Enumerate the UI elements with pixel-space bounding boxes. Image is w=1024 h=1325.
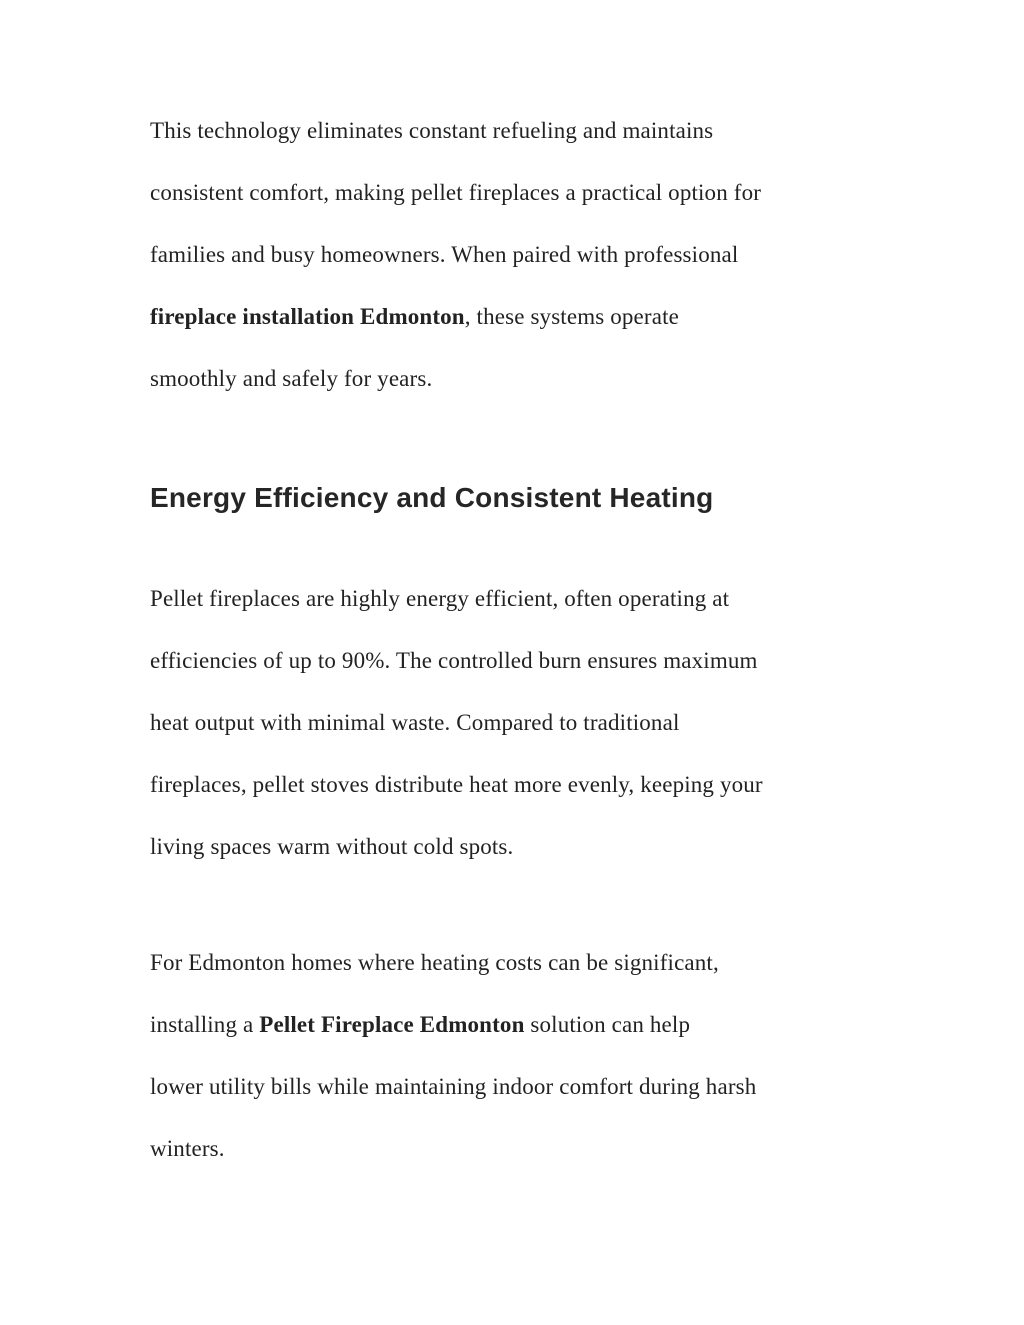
text-line (150, 348, 875, 410)
text-line (150, 630, 875, 692)
text-line (150, 932, 875, 994)
text-line (150, 754, 875, 816)
text-segment: smoothly and safely for years. (150, 366, 433, 391)
text-segment: efficiencies of up to 90%. The controlled burn ensures maximum (150, 648, 758, 673)
text-segment: installing a (150, 1012, 260, 1037)
text-line (150, 286, 875, 348)
text-segment: heat output with minimal waste. Compared to traditional (150, 710, 680, 735)
bold-text-segment: fireplace installation Edmonton (150, 304, 465, 329)
text-line (150, 1056, 875, 1118)
text-line (150, 1118, 875, 1180)
text-line (150, 994, 875, 1056)
text-segment: living spaces warm without cold spots. (150, 834, 514, 859)
text-segment: This technology eliminates constant refueling and maintains (150, 118, 714, 143)
text-segment: lower utility bills while maintaining indoor comfort during harsh (150, 1074, 757, 1099)
paragraph-intro (150, 100, 875, 410)
paragraph-energy-efficiency (150, 568, 875, 878)
text-line (150, 224, 875, 286)
text-line (150, 100, 875, 162)
text-segment: solution can help (524, 1012, 691, 1037)
bold-text-segment: Pellet Fireplace Edmonton (259, 1012, 525, 1037)
text-segment: fireplaces, pellet stoves distribute heat more evenly, keeping your (150, 772, 763, 797)
section-heading-energy-efficiency: Energy Efficiency and Consistent Heating (150, 482, 714, 513)
text-line (150, 162, 875, 224)
text-line (150, 816, 875, 878)
paragraph-edmonton-homes (150, 932, 875, 1180)
text-line (150, 692, 875, 754)
text-segment: Pellet fireplaces are highly energy efficient, often operating at (150, 586, 730, 611)
text-segment: families and busy homeowners. When paired with professional (150, 242, 739, 267)
text-segment: , these systems operate (464, 304, 679, 329)
text-segment: For Edmonton homes where heating costs can be significant, (150, 950, 719, 975)
text-segment: winters. (150, 1136, 225, 1161)
text-line (150, 568, 875, 630)
text-segment: consistent comfort, making pellet fireplaces a practical option for (150, 180, 762, 205)
